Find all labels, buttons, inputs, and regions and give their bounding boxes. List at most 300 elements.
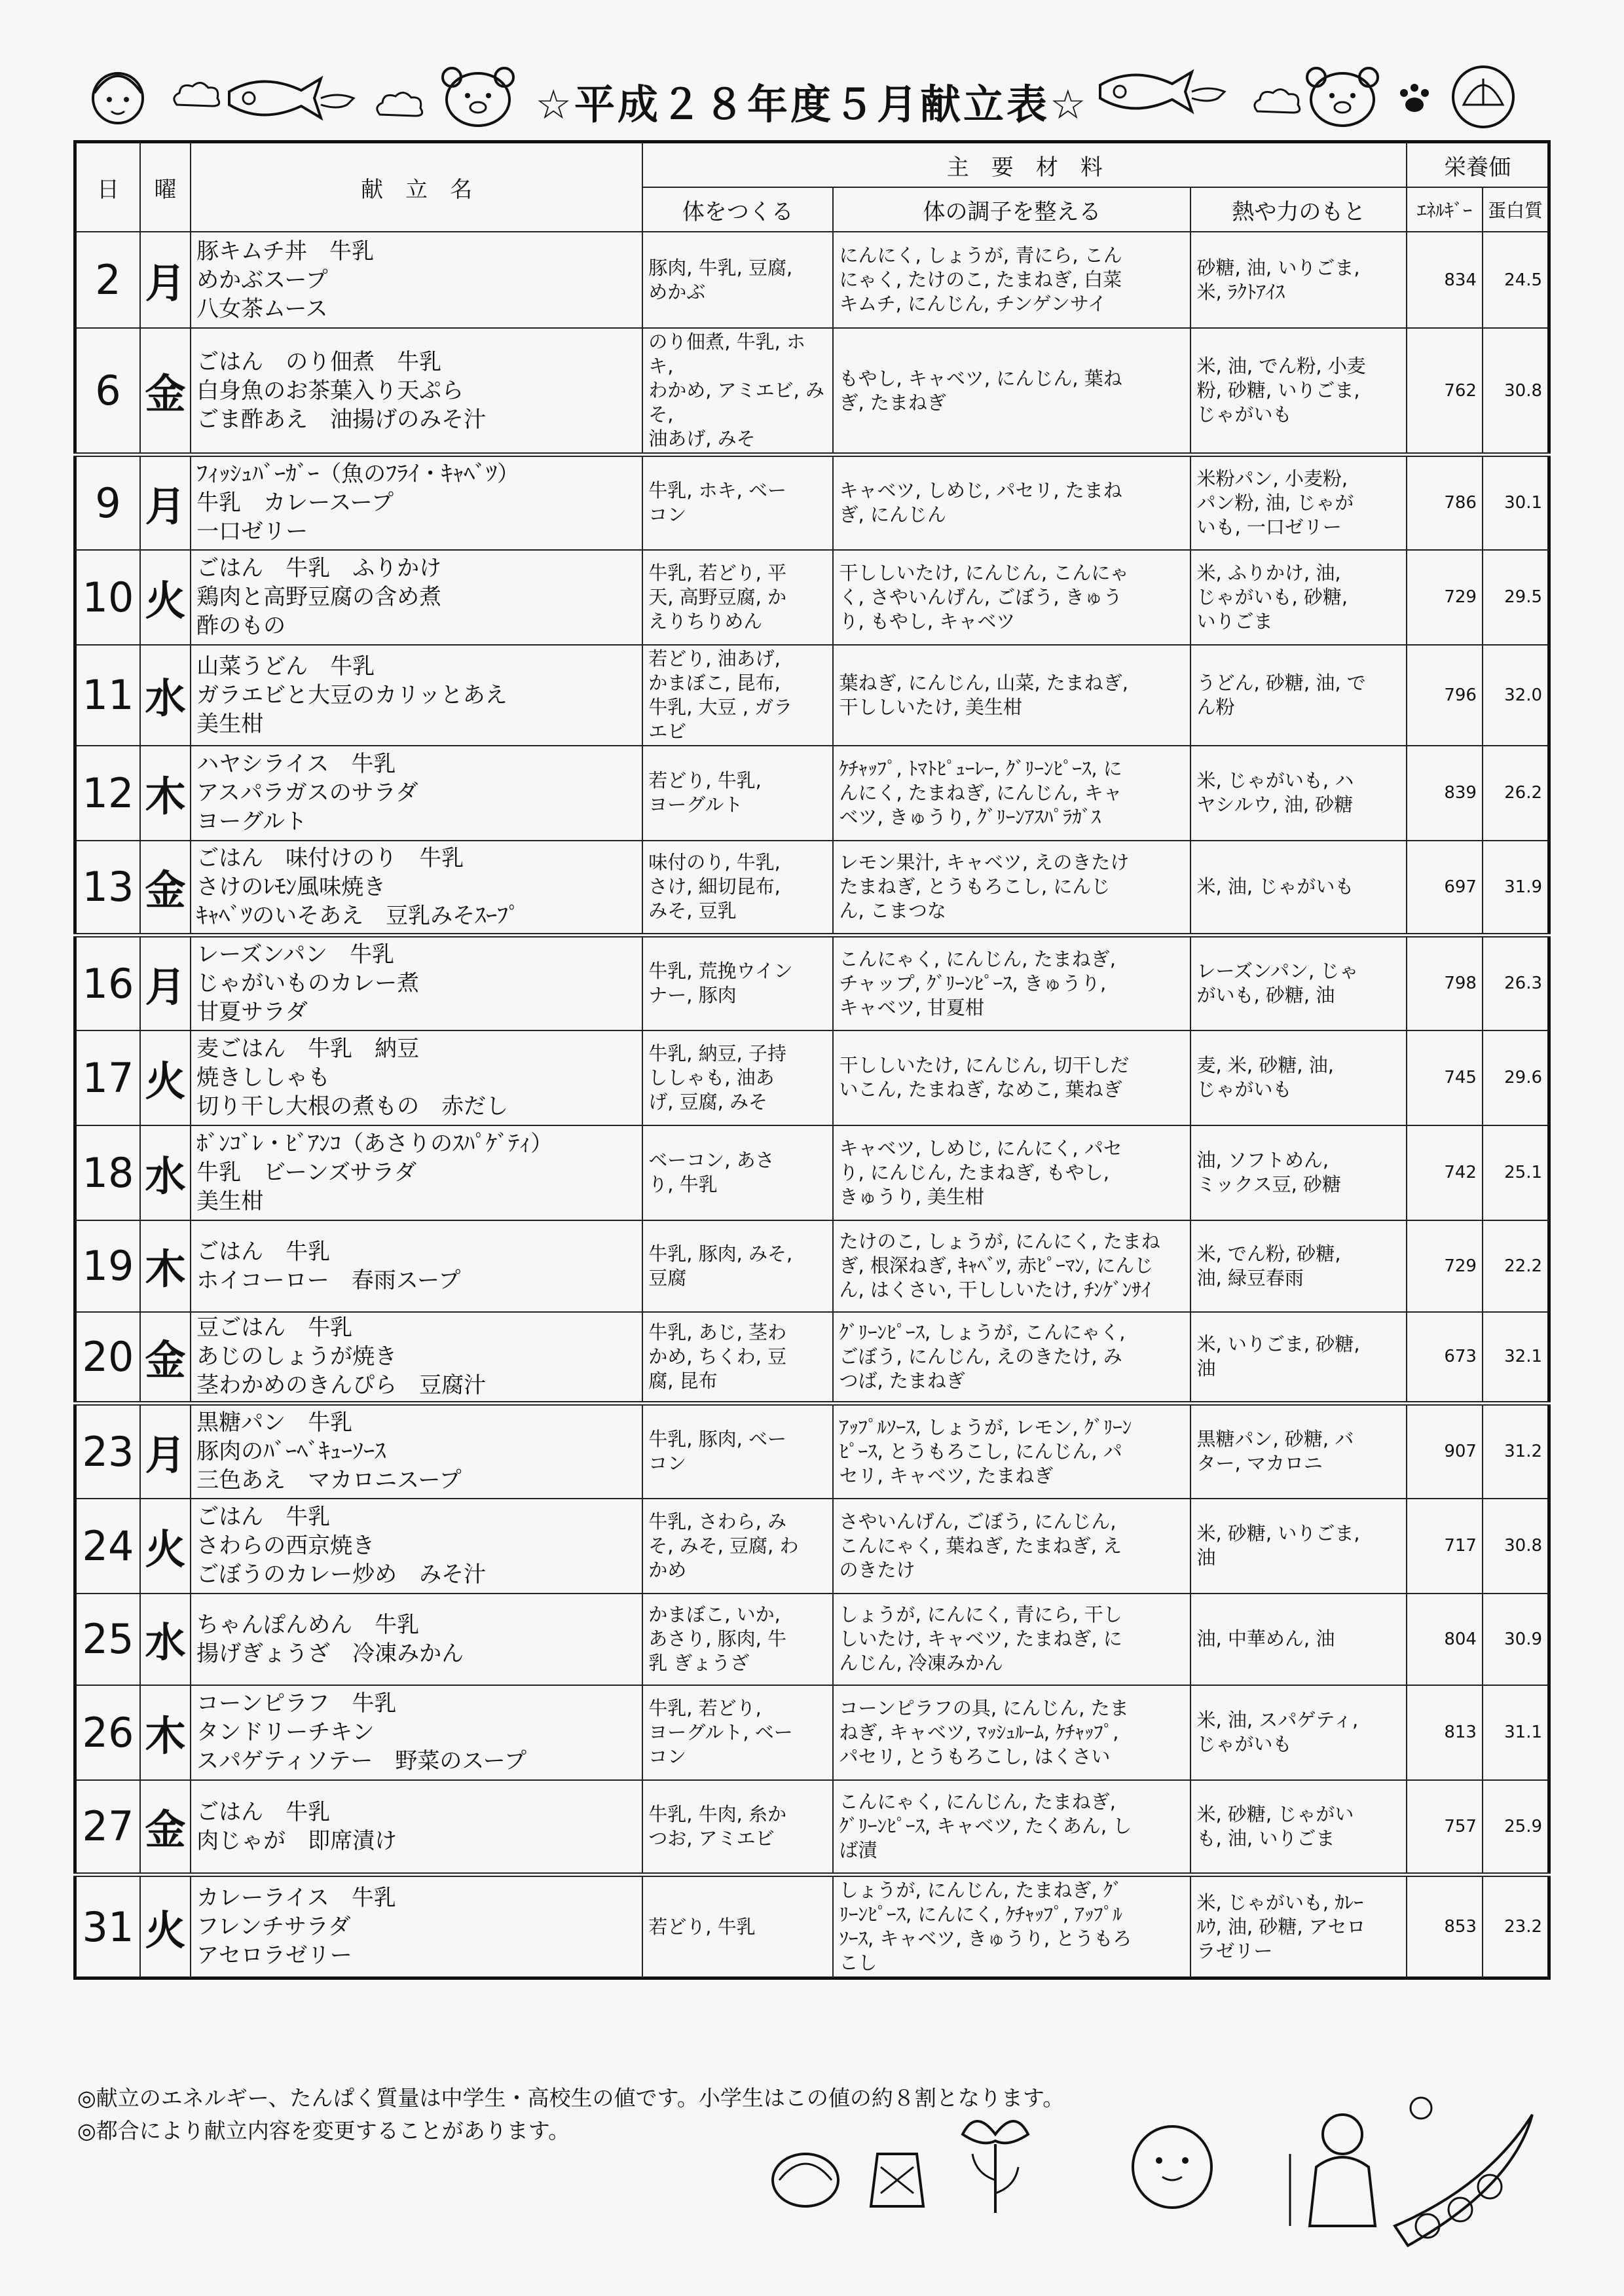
- menu-name-cell-line: 豚キムチ丼 牛乳: [196, 238, 375, 264]
- body-conditioning-cell-line: こんにゃく, 葉ねぎ, たまねぎ, え: [839, 1534, 1122, 1557]
- body-conditioning-cell: [833, 841, 1190, 936]
- body-conditioning-cell-line: ごぼう, にんじん, えのきたけ, み: [839, 1345, 1122, 1368]
- body-building-cell: [642, 1404, 833, 1499]
- menu-name-cell: [191, 1404, 642, 1499]
- energy-kcal-cell: 839: [1407, 746, 1483, 841]
- energy-source-cell-line: 米, 砂糖, いりごま,: [1196, 1522, 1360, 1544]
- protein-cell: 30.8: [1483, 328, 1549, 455]
- body-conditioning-cell-line: こんにゃく, にんじん, たまねぎ,: [839, 1791, 1116, 1813]
- menu-name-cell-line: ハヤシライス 牛乳: [196, 751, 396, 777]
- menu-name-cell-line: 肉じゃが 即席漬け: [196, 1827, 397, 1854]
- protein-cell: 29.5: [1483, 550, 1549, 645]
- energy-source-cell-line: も, 油, いりごま: [1196, 1827, 1335, 1850]
- body-building-cell-line: あさり, 豚肉, 牛: [648, 1628, 787, 1650]
- body-conditioning-cell-line: チャップ, ｸﾞﾘｰﾝﾋﾟｰｽ, きゅうり,: [839, 972, 1107, 994]
- body-building-cell-line: 乳 ぎょうざ: [648, 1652, 750, 1674]
- menu-row: [75, 1594, 1549, 1685]
- energy-source-cell-line: 麦, 米, 砂糖, 油,: [1196, 1054, 1334, 1076]
- body-conditioning-cell: [833, 1220, 1190, 1312]
- energy-source-cell-line: 油: [1196, 1357, 1216, 1380]
- body-conditioning-cell-line: つば, たまねぎ: [839, 1369, 965, 1392]
- pea-pod-icon: [1395, 2098, 1532, 2246]
- body-building-cell-line: 若どり, 牛乳,: [648, 769, 762, 792]
- body-building-cell-line: コン: [648, 503, 687, 526]
- energy-source-cell-line: 米, 砂糖, じゃがい: [1196, 1802, 1354, 1825]
- menu-name-cell-line: ごはん 牛乳 ふりかけ: [196, 555, 442, 581]
- menu-name-cell: [191, 550, 642, 645]
- body-conditioning-cell-line: ベツ, きゅうり, ｸﾞﾘｰﾝｱｽﾊﾟﾗｶﾞｽ: [839, 805, 1101, 828]
- protein-cell: 26.3: [1483, 936, 1549, 1030]
- weekday-cell: 火: [140, 1030, 191, 1125]
- menu-name-cell-line: 一口ゼリー: [196, 519, 308, 545]
- header-body-building: 体をつくる: [642, 187, 833, 232]
- body-building-cell-line: 牛乳, 若どり,: [648, 1696, 762, 1719]
- body-conditioning-cell: [833, 645, 1190, 746]
- menu-name-cell-line: 鶏肉と高野豆腐の含め煮: [196, 584, 442, 610]
- menu-name-cell: [191, 1499, 642, 1594]
- energy-source-cell-line: 油, 中華めん, 油: [1196, 1628, 1335, 1650]
- body-conditioning-cell: [833, 1875, 1190, 1978]
- potato-face-icon: [871, 2154, 923, 2206]
- menu-name-cell: [191, 1030, 642, 1125]
- energy-source-cell: [1190, 841, 1407, 936]
- protein-cell: 30.9: [1483, 1594, 1549, 1685]
- energy-kcal-cell: 673: [1407, 1312, 1483, 1404]
- energy-source-cell-line: がいも, 砂糖, 油: [1196, 984, 1335, 1007]
- day-cell: 20: [75, 1312, 140, 1404]
- menu-name-cell-line: 揚げぎょうざ 冷凍みかん: [196, 1640, 464, 1667]
- footer-decorations: [766, 2095, 1545, 2265]
- energy-source-cell: [1190, 1030, 1407, 1125]
- energy-source-cell: [1190, 455, 1407, 550]
- menu-row: [75, 1780, 1549, 1875]
- menu-name-cell: [191, 645, 642, 746]
- energy-source-cell-line: 米, 油, じゃがいも: [1196, 875, 1354, 898]
- menu-row: [75, 1404, 1549, 1499]
- energy-kcal-cell: 729: [1407, 550, 1483, 645]
- body-building-cell: [642, 455, 833, 550]
- body-building-cell-line: えりちりめん: [648, 610, 763, 632]
- body-building-cell-line: 油あげ, みそ: [648, 428, 756, 450]
- energy-kcal-cell: 796: [1407, 645, 1483, 746]
- energy-source-cell-line: 米, ふりかけ, 油,: [1196, 561, 1341, 584]
- weekday-cell: 水: [140, 1594, 191, 1685]
- body-building-cell-line: コン: [648, 1745, 687, 1768]
- body-conditioning-cell-line: ぎ, たまねぎ: [839, 391, 946, 414]
- menu-name-cell: [191, 1594, 642, 1685]
- day-cell: 18: [75, 1125, 140, 1220]
- body-conditioning-cell-line: キャベツ, しめじ, パセリ, たまね: [839, 479, 1122, 502]
- menu-name-cell-line: 美生柑: [196, 1188, 264, 1214]
- body-building-cell: [642, 1499, 833, 1594]
- menu-name-cell: [191, 1125, 642, 1220]
- body-building-cell: [642, 1312, 833, 1404]
- energy-source-cell-line: ﾙｳ, 油, 砂糖, アセロ: [1196, 1915, 1366, 1938]
- body-building-cell: [642, 645, 833, 746]
- body-conditioning-cell-line: こんにゃく, にんじん, たまねぎ,: [839, 947, 1116, 970]
- weekday-cell: 木: [140, 746, 191, 841]
- menu-name-cell-line: ホイコーロー 春雨スープ: [196, 1267, 461, 1294]
- energy-source-cell-line: 油, 緑豆春雨: [1196, 1266, 1304, 1289]
- body-building-cell-line: 若どり, 牛乳: [648, 1915, 756, 1938]
- menu-row: [75, 328, 1549, 455]
- body-conditioning-cell-line: ﾘｰﾝﾋﾟｰｽ, にんにく, ｹﾁｬｯﾌﾟ, ｱｯﾌﾟﾙ: [839, 1903, 1122, 1925]
- body-building-cell: [642, 1594, 833, 1685]
- energy-source-cell-line: じゃがいも: [1196, 403, 1292, 426]
- energy-kcal-cell: 834: [1407, 232, 1483, 328]
- energy-source-cell-line: じゃがいも, 砂糖,: [1196, 585, 1348, 608]
- body-building-cell-line: ヨーグルト, ベー: [648, 1721, 793, 1743]
- energy-kcal-cell: 757: [1407, 1780, 1483, 1875]
- menu-name-cell: [191, 328, 642, 455]
- menu-name-cell-line: 八女茶ムース: [196, 295, 328, 322]
- body-conditioning-cell-line: ぎ, にんじん: [839, 503, 946, 526]
- protein-cell: 30.8: [1483, 1499, 1549, 1594]
- menu-name-cell-line: アセロラゼリー: [196, 1942, 352, 1969]
- paw-icon: [1395, 79, 1434, 118]
- day-cell: 10: [75, 550, 140, 645]
- weekday-cell: 水: [140, 645, 191, 746]
- body-conditioning-cell: [833, 936, 1190, 1030]
- body-conditioning-cell-line: ｿｰｽ, キャベツ, きゅうり, とうもろ: [839, 1927, 1132, 1950]
- energy-source-cell: [1190, 1875, 1407, 1978]
- energy-source-cell-line: 米, 油, でん粉, 小麦: [1196, 355, 1366, 377]
- body-building-cell: [642, 936, 833, 1030]
- menu-name-cell-line: スパゲティソテー 野菜のスープ: [196, 1748, 526, 1774]
- body-conditioning-cell-line: キャベツ, しめじ, にんにく, パセ: [839, 1137, 1122, 1159]
- body-building-cell: [642, 1220, 833, 1312]
- body-building-cell-line: かめ: [648, 1558, 687, 1581]
- body-building-cell: [642, 328, 833, 455]
- body-building-cell: [642, 746, 833, 841]
- body-conditioning-cell: [833, 550, 1190, 645]
- weekday-cell: 月: [140, 936, 191, 1030]
- body-building-cell: [642, 841, 833, 936]
- menu-name-cell: [191, 936, 642, 1030]
- menu-row: [75, 1125, 1549, 1220]
- body-conditioning-cell-line: さやいんげん, ごぼう, にんじん,: [839, 1510, 1116, 1533]
- menu-row: [75, 1220, 1549, 1312]
- menu-name-cell: [191, 1685, 642, 1780]
- day-cell: 26: [75, 1685, 140, 1780]
- day-cell: 12: [75, 746, 140, 841]
- iris-icon: [963, 2121, 1028, 2213]
- menu-name-cell-line: カレーライス 牛乳: [196, 1885, 396, 1911]
- body-conditioning-cell-line: たまねぎ, とうもろこし, にんじ: [839, 875, 1111, 898]
- page-header: [72, 46, 1552, 144]
- body-building-cell-line: めかぶ: [648, 280, 706, 303]
- body-building-cell-line: 天, 高野豆腐, か: [648, 585, 787, 608]
- protein-cell: 25.9: [1483, 1780, 1549, 1875]
- menu-row: [75, 1685, 1549, 1780]
- bear-face-icon: [1303, 59, 1382, 131]
- energy-source-cell-line: 砂糖, 油, いりごま,: [1196, 256, 1360, 279]
- body-building-cell: [642, 1030, 833, 1125]
- energy-source-cell: [1190, 550, 1407, 645]
- body-building-cell-line: みそ, 豆乳: [648, 900, 737, 922]
- protein-cell: 30.1: [1483, 455, 1549, 550]
- body-conditioning-cell-line: きゅうり, 美生柑: [839, 1185, 984, 1208]
- body-conditioning-cell-line: んじん, 冷凍みかん: [839, 1652, 1003, 1674]
- day-cell: 9: [75, 455, 140, 550]
- body-building-cell: [642, 1125, 833, 1220]
- body-building-cell-line: ベーコン, あさ: [648, 1149, 775, 1171]
- energy-source-cell: [1190, 1404, 1407, 1499]
- body-conditioning-cell-line: にゃく, たけのこ, たまねぎ, 白菜: [839, 268, 1122, 291]
- body-building-cell-line: コン: [648, 1452, 687, 1475]
- energy-kcal-cell: 717: [1407, 1499, 1483, 1594]
- menu-row: [75, 1312, 1549, 1404]
- menu-name-cell-line: さわらの西京焼き: [196, 1533, 375, 1559]
- menu-table: [73, 140, 1551, 1980]
- menu-name-cell-line: ﾎﾞﾝｺﾞﾚ・ﾋﾞｱﾝｺ（あさりのｽﾊﾟｹﾞﾃｨ）: [196, 1131, 553, 1157]
- body-building-cell-line: かまぼこ, 昆布,: [648, 671, 781, 694]
- body-conditioning-cell-line: コーンピラフの具, にんじん, たま: [839, 1696, 1129, 1719]
- energy-kcal-cell: 907: [1407, 1404, 1483, 1499]
- weekday-cell: 月: [140, 455, 191, 550]
- energy-source-cell: [1190, 746, 1407, 841]
- body-building-cell-line: 豚肉, 牛乳, 豆腐,: [648, 256, 793, 279]
- menu-row: [75, 1875, 1549, 1978]
- body-conditioning-cell-line: ば漬: [839, 1839, 877, 1862]
- menu-name-cell-line: ﾌｨｯｼｭﾊﾞｰｶﾞｰ（魚のﾌﾗｲ・ｷｬﾍﾞﾂ）: [196, 461, 520, 488]
- menu-name-cell-line: 切り干し大根の煮もの 赤だし: [196, 1093, 509, 1120]
- menu-name-cell-line: ごはん 牛乳: [196, 1798, 331, 1825]
- body-conditioning-cell-line: しょうが, にんにく, 青にら, 干し: [839, 1603, 1122, 1626]
- menu-name-cell-line: フレンチサラダ: [196, 1914, 351, 1940]
- energy-source-cell-line: 米粉パン, 小麦粉,: [1196, 467, 1348, 490]
- bear-face-icon: [1290, 2115, 1375, 2226]
- body-conditioning-cell: [833, 746, 1190, 841]
- menu-name-cell: [191, 1780, 642, 1875]
- body-conditioning-cell-line: ねぎ, キャベツ, ﾏｯｼｭﾙｰﾑ, ｹﾁｬｯﾌﾟ,: [839, 1721, 1119, 1743]
- protein-cell: 32.0: [1483, 645, 1549, 746]
- menu-name-cell-line: さけのﾚﾓﾝ風味焼き: [196, 873, 386, 900]
- energy-source-cell-line: じゃがいも: [1196, 1078, 1292, 1101]
- menu-row: [75, 841, 1549, 936]
- menu-name-cell-line: 牛乳 カレースープ: [196, 490, 394, 517]
- energy-source-cell: [1190, 1594, 1407, 1685]
- energy-source-cell-line: 黒糖パン, 砂糖, バ: [1196, 1428, 1354, 1451]
- weekday-cell: 木: [140, 1685, 191, 1780]
- body-building-cell-line: 牛乳, 荒挽ウイン: [648, 960, 793, 983]
- day-cell: 13: [75, 841, 140, 936]
- energy-source-cell-line: 米, 油, スパゲティ,: [1196, 1709, 1359, 1731]
- body-conditioning-cell-line: レモン果汁, キャベツ, えのきたけ: [839, 851, 1130, 874]
- energy-source-cell-line: レーズンパン, じゃ: [1196, 960, 1359, 983]
- energy-source-cell-line: じゃがいも: [1196, 1733, 1292, 1755]
- menu-name-cell-line: 焼きししゃも: [196, 1065, 331, 1091]
- energy-source-cell-line: 油: [1196, 1546, 1216, 1569]
- menu-name-cell-line: 黒糖パン 牛乳: [196, 1410, 353, 1436]
- weekday-cell: 金: [140, 328, 191, 455]
- menu-name-cell: [191, 841, 642, 936]
- header-body-conditioning: 体の調子を整える: [833, 187, 1190, 232]
- header-energy-source: 熱や力のもと: [1190, 187, 1407, 232]
- energy-kcal-cell: 742: [1407, 1125, 1483, 1220]
- energy-kcal-cell: 729: [1407, 1220, 1483, 1312]
- body-conditioning-cell: [833, 328, 1190, 455]
- protein-cell: 31.1: [1483, 1685, 1549, 1780]
- energy-source-cell: [1190, 328, 1407, 455]
- day-cell: 24: [75, 1499, 140, 1594]
- energy-source-cell-line: パン粉, 油, じゃが: [1196, 491, 1354, 514]
- menu-name-cell-line: 豆ごはん 牛乳: [196, 1315, 353, 1341]
- menu-name-cell-line: ごはん 牛乳: [196, 1238, 331, 1265]
- body-building-cell: [642, 1780, 833, 1875]
- energy-source-cell: [1190, 1125, 1407, 1220]
- menu-name-cell-line: ちゃんぽんめん 牛乳: [196, 1611, 420, 1638]
- body-building-cell-line: ナー, 豚肉: [648, 984, 737, 1007]
- menu-name-cell-line: 麦ごはん 牛乳 納豆: [196, 1036, 420, 1062]
- weekday-cell: 月: [140, 1404, 191, 1499]
- menu-name-cell-line: めかぶスープ: [196, 266, 328, 293]
- menu-name-cell-line: 茎わかめのきんぴら 豆腐汁: [196, 1372, 487, 1399]
- body-building-cell-line: エビ: [648, 720, 687, 742]
- body-conditioning-cell: [833, 1780, 1190, 1875]
- menu-name-cell-line: コーンピラフ 牛乳: [196, 1690, 397, 1717]
- body-conditioning-cell-line: り, もやし, キャベツ: [839, 610, 1016, 632]
- body-conditioning-cell-line: り, にんじん, たまねぎ, もやし,: [839, 1161, 1109, 1184]
- body-conditioning-cell-line: ん, はくさい, 干ししいたけ, ﾁﾝｹﾞﾝｻｲ: [839, 1279, 1151, 1301]
- protein-cell: 32.1: [1483, 1312, 1549, 1404]
- energy-source-cell-line: 油, ソフトめん,: [1196, 1149, 1329, 1171]
- body-building-cell-line: げ, 豆腐, みそ: [648, 1090, 768, 1113]
- body-building-cell-line: 牛乳, さわら, み: [648, 1510, 787, 1533]
- body-conditioning-cell-line: 葉ねぎ, にんじん, 山菜, たまねぎ,: [839, 671, 1128, 694]
- protein-cell: 29.6: [1483, 1030, 1549, 1125]
- body-building-cell-line: そ, みそ, 豆腐, わ: [648, 1534, 799, 1557]
- energy-source-cell: [1190, 645, 1407, 746]
- body-conditioning-cell-line: ﾋﾟｰｽ, とうもろこし, にんじん, パ: [839, 1440, 1122, 1463]
- menu-name-cell-line: 酢のもの: [196, 613, 286, 639]
- body-conditioning-cell-line: もやし, キャベツ, にんじん, 葉ね: [839, 367, 1122, 390]
- menu-name-cell-line: ごはん のり佃煮 牛乳: [196, 348, 442, 375]
- body-conditioning-cell: [833, 1404, 1190, 1499]
- menu-row: [75, 1030, 1549, 1125]
- protein-cell: 24.5: [1483, 232, 1549, 328]
- energy-source-cell-line: 米, じゃがいも, ハ: [1196, 769, 1354, 792]
- menu-name-cell-line: ｷｬﾍﾞﾂのいそあえ 豆乳みそｽｰﾌﾟ: [196, 902, 520, 929]
- weekday-cell: 火: [140, 550, 191, 645]
- header-main-ingredients: 主 要 材 料: [642, 142, 1407, 188]
- energy-source-cell: [1190, 936, 1407, 1030]
- header-menu-name: 献 立 名: [191, 142, 642, 232]
- menu-name-cell-line: 白身魚のお茶葉入り天ぷら: [196, 377, 464, 404]
- body-building-cell-line: のり佃煮, 牛乳, ホキ,: [648, 331, 806, 377]
- menu-name-cell-line: ごはん 味付けのり 牛乳: [196, 845, 464, 871]
- day-cell: 2: [75, 232, 140, 328]
- body-conditioning-cell-line: しいたけ, キャベツ, たまねぎ, に: [839, 1628, 1122, 1650]
- protein-cell: 22.2: [1483, 1220, 1549, 1312]
- menu-name-cell-line: アスパラガスのサラダ: [196, 780, 418, 806]
- body-building-cell-line: 若どり, 油あげ,: [648, 647, 781, 670]
- header-nutrition: 栄養価: [1407, 142, 1549, 188]
- menu-row: [75, 550, 1549, 645]
- energy-source-cell: [1190, 1312, 1407, 1404]
- body-building-cell-line: ヨーグルト: [648, 793, 743, 816]
- body-conditioning-cell-line: こし: [839, 1952, 877, 1974]
- body-conditioning-cell-line: ｱｯﾌﾟﾙｿｰｽ, しょうが, レモン, ｸﾞﾘｰﾝ: [839, 1415, 1132, 1438]
- energy-kcal-cell: 697: [1407, 841, 1483, 936]
- body-building-cell-line: 牛乳, 豚肉, みそ,: [648, 1242, 793, 1265]
- day-cell: 31: [75, 1875, 140, 1978]
- body-building-cell: [642, 232, 833, 328]
- body-building-cell-line: 牛乳, 納豆, 子持: [648, 1042, 787, 1065]
- menu-row: [75, 232, 1549, 328]
- energy-source-cell-line: いりごま: [1196, 610, 1273, 632]
- body-building-cell-line: 味付のり, 牛乳,: [648, 851, 781, 874]
- menu-name-cell-line: じゃがいものカレー煮: [196, 970, 420, 997]
- menu-name-cell-line: 山菜うどん 牛乳: [196, 653, 375, 680]
- note-nutrition: ◎献立のエネルギー、たんぱく質量は中学生・高校生の値です。小学生はこの値の約８割となります。: [77, 2085, 1065, 2111]
- energy-source-cell: [1190, 1780, 1407, 1875]
- body-conditioning-cell-line: 干ししいたけ, にんじん, 切干しだ: [839, 1054, 1130, 1076]
- energy-source-cell-line: ん粉: [1196, 695, 1235, 718]
- weekday-cell: 火: [140, 1875, 191, 1978]
- energy-source-cell-line: いも, 一口ゼリー: [1196, 515, 1342, 538]
- menu-row: [75, 645, 1549, 746]
- menu-name-cell-line: ヨーグルト: [196, 809, 308, 835]
- body-conditioning-cell-line: んにく, たまねぎ, にんじん, キャ: [839, 781, 1122, 804]
- energy-source-cell-line: 米, じゃがいも, ｶﾚｰ: [1196, 1891, 1363, 1914]
- body-conditioning-cell-line: ｸﾞﾘｰﾝﾋﾟｰｽ, しょうが, こんにゃく,: [839, 1321, 1126, 1343]
- body-building-cell-line: つお, アミエビ: [648, 1827, 775, 1850]
- protein-cell: 23.2: [1483, 1875, 1549, 1978]
- menu-row: [75, 455, 1549, 550]
- day-cell: 6: [75, 328, 140, 455]
- day-cell: 23: [75, 1404, 140, 1499]
- weekday-cell: 月: [140, 232, 191, 328]
- menu-name-cell: [191, 455, 642, 550]
- energy-source-cell-line: 米, ﾗｸﾄｱｲｽ: [1196, 280, 1285, 303]
- energy-source-cell: [1190, 232, 1407, 328]
- body-building-cell-line: 牛乳, 若どり, 平: [648, 561, 787, 584]
- body-building-cell-line: 腐, 昆布: [648, 1369, 718, 1392]
- shell-icon: [773, 2154, 838, 2206]
- potato-face-icon: [1133, 2126, 1211, 2208]
- menu-table-body: [75, 232, 1549, 1978]
- body-building-cell: [642, 1875, 833, 1978]
- energy-kcal-cell: 786: [1407, 455, 1483, 550]
- body-building-cell-line: 牛乳, 大豆 , ガラ: [648, 695, 793, 718]
- body-conditioning-cell-line: たけのこ, しょうが, にんにく, たまね: [839, 1230, 1160, 1252]
- body-building-cell-line: 牛乳, あじ, 茎わ: [648, 1321, 787, 1343]
- body-conditioning-cell: [833, 232, 1190, 328]
- body-conditioning-cell-line: キムチ, にんじん, チンゲンサイ: [839, 293, 1107, 315]
- energy-source-cell-line: 粉, 砂糖, いりごま,: [1196, 379, 1360, 401]
- body-conditioning-cell-line: キャベツ, 甘夏柑: [839, 996, 984, 1019]
- weekday-cell: 金: [140, 1312, 191, 1404]
- body-conditioning-cell-line: のきたけ: [839, 1558, 915, 1581]
- body-building-cell-line: さけ, 細切昆布,: [648, 875, 781, 898]
- header-day: 日: [75, 142, 140, 232]
- day-cell: 19: [75, 1220, 140, 1312]
- menu-name-cell-line: 三色あえ マカロニスープ: [196, 1467, 462, 1494]
- body-conditioning-cell: [833, 1499, 1190, 1594]
- energy-source-cell: [1190, 1685, 1407, 1780]
- protein-cell: 26.2: [1483, 746, 1549, 841]
- note-change: ◎都合により献立内容を変更することがあります。: [77, 2118, 570, 2143]
- weekday-cell: 火: [140, 1499, 191, 1594]
- energy-kcal-cell: 762: [1407, 328, 1483, 455]
- energy-kcal-cell: 804: [1407, 1594, 1483, 1685]
- menu-name-cell: [191, 746, 642, 841]
- koinobori-icon: [1094, 65, 1231, 118]
- body-conditioning-cell: [833, 1685, 1190, 1780]
- body-conditioning-cell-line: 干ししいたけ, 美生柑: [839, 695, 1022, 718]
- day-cell: 11: [75, 645, 140, 746]
